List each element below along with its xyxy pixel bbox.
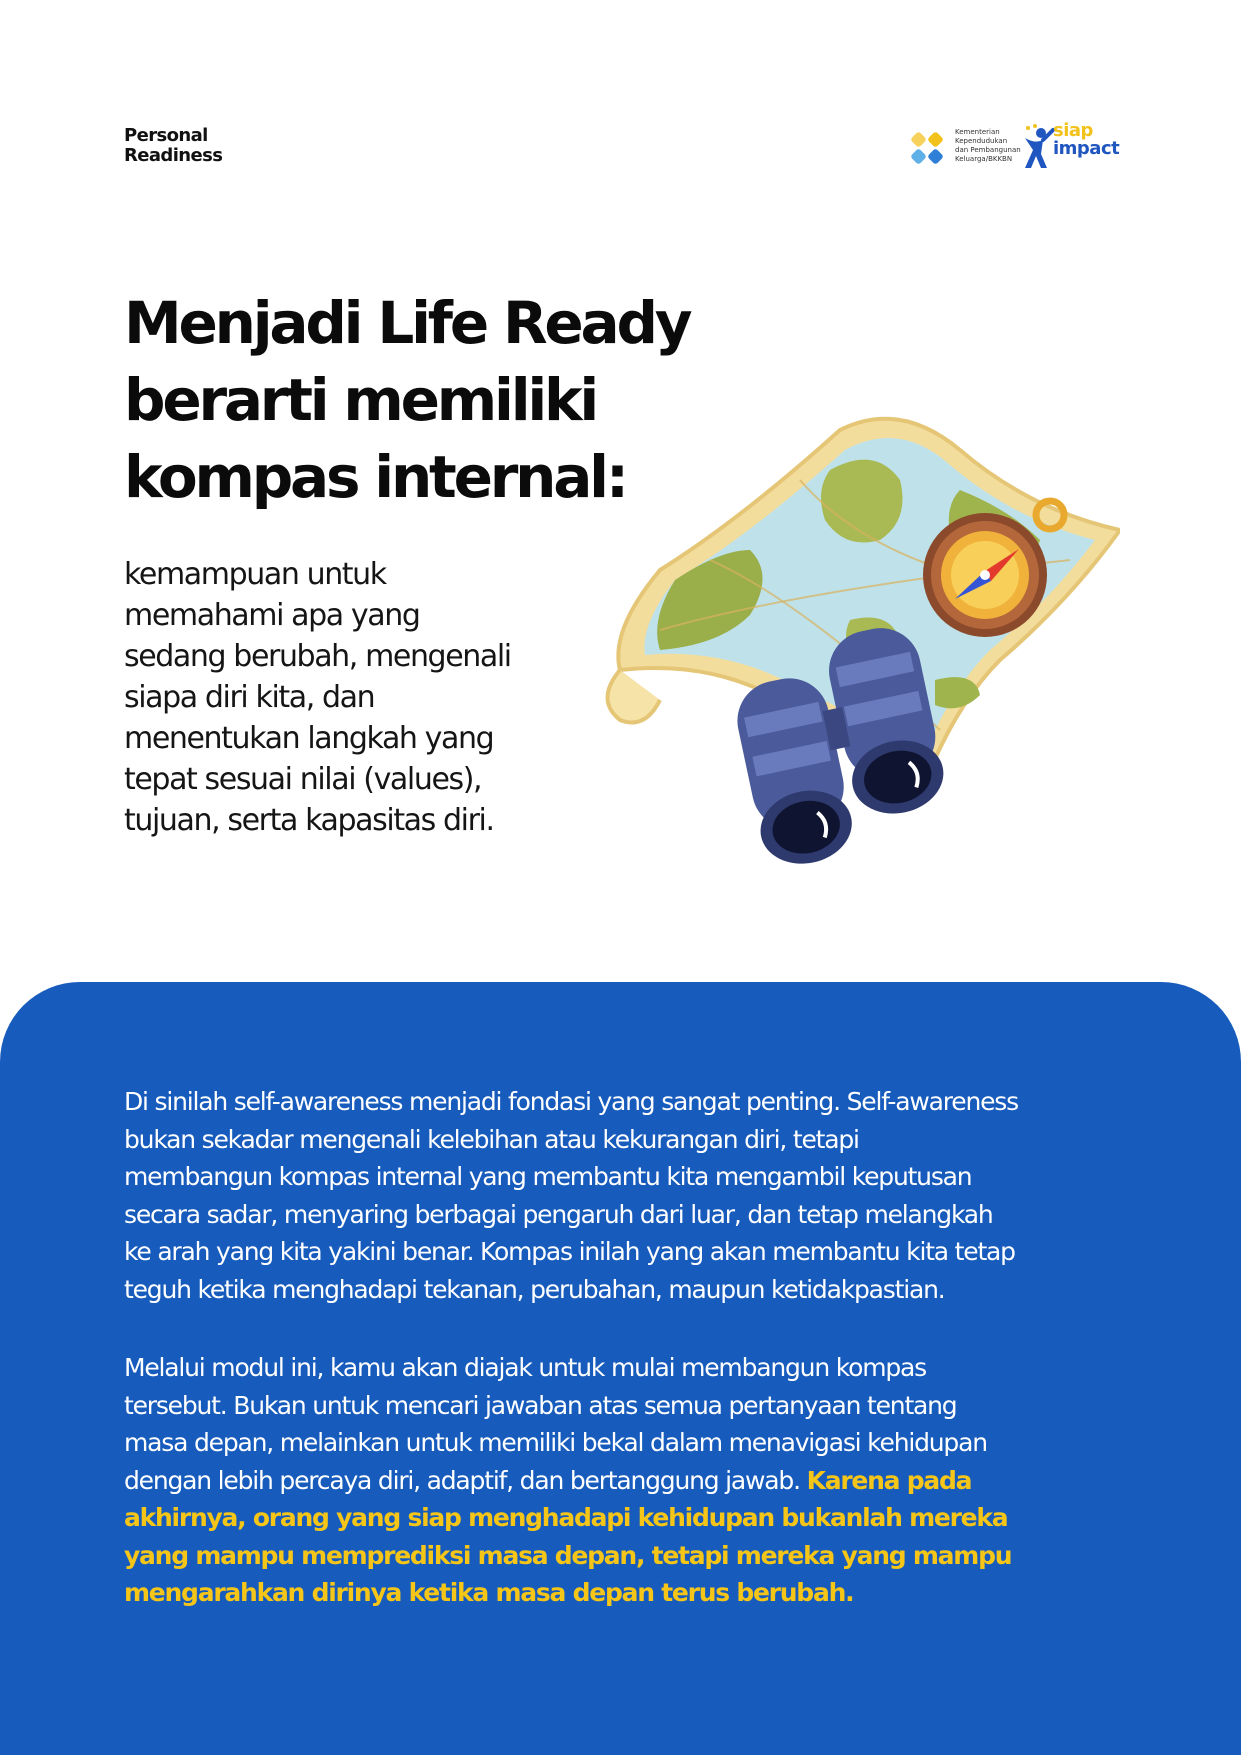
- partner-logos: [903, 120, 1118, 176]
- title-line-1: Menjadi Life Ready: [124, 289, 690, 357]
- para2-line-4-plain: dengan lebih percaya diri, adaptif, dan bertanggung jawab.: [124, 1465, 807, 1495]
- subtitle-line-6: tepat sesuai nilai (values),: [124, 762, 482, 797]
- subtitle-line-2: memahami apa yang: [124, 598, 420, 633]
- siap-impact-wordmark: [1053, 122, 1119, 158]
- header-label-line-1: Personal: [124, 125, 208, 146]
- para2-line-4: [124, 1462, 1134, 1500]
- siap-word: siap: [1053, 120, 1093, 141]
- para2-line-4-highlight: Karena pada: [806, 1465, 972, 1495]
- siap-impact-figure-icon: [1021, 124, 1055, 172]
- para2-line-3: masa depan, melainkan untuk memiliki bekal dalam menavigasi kehidupan: [124, 1428, 987, 1457]
- title-line-3: kompas internal:: [124, 443, 626, 511]
- bkkbn-text-line-3: dan Pembangunan: [955, 146, 1021, 154]
- header-label-line-2: Readiness: [124, 145, 223, 166]
- para1-line-1: Di sinilah self-awareness menjadi fondasi yang sangat penting. Self-awareness: [124, 1087, 1018, 1116]
- bkkbn-logo-icon: [903, 124, 951, 172]
- para1-line-6: teguh ketika menghadapi tekanan, perubahan, maupun ketidakpastian.: [124, 1274, 945, 1304]
- subtitle-line-3: sedang berubah, mengenali: [124, 639, 511, 674]
- para2-line-1: Melalui modul ini, kamu akan diajak untuk mulai membangun kompas: [124, 1353, 926, 1382]
- highlight-line-2: yang mampu memprediksi masa depan, tetapi mereka yang mampu: [124, 1540, 1012, 1570]
- paragraph-self-awareness: [124, 1083, 1134, 1308]
- para1-line-5: ke arah yang kita yakini benar. Kompas inilah yang akan membantu kita tetap: [124, 1237, 1015, 1266]
- para1-line-2: bukan sekadar mengenali kelebihan atau kekurangan diri, tetapi: [124, 1124, 859, 1154]
- highlight-line-1: akhirnya, orang yang siap menghadapi kehidupan bukanlah mereka: [124, 1503, 1008, 1532]
- subtitle-line-7: tujuan, serta kapasitas diri.: [124, 803, 494, 838]
- subtitle-line-5: menentukan langkah yang: [124, 721, 494, 756]
- bkkbn-text-line-1: Kementerian: [955, 128, 1000, 136]
- bkkbn-text-line-2: Kependudukan: [955, 137, 1008, 145]
- para1-line-3: membangun kompas internal yang membantu kita mengambil keputusan: [124, 1162, 972, 1191]
- subtitle-line-4: siapa diri kita, dan: [124, 680, 375, 715]
- highlight-line-3: mengarahkan dirinya ketika masa depan terus berubah.: [124, 1578, 854, 1607]
- para2-line-2: tersebut. Bukan untuk mencari jawaban atas semua pertanyaan tentang: [124, 1390, 957, 1420]
- header-label: [124, 126, 222, 166]
- map-compass-binoculars-illustration-icon: [600, 400, 1120, 900]
- para1-line-4: secara sadar, menyaring berbagai pengaruh dari luar, dan tetap melangkah: [124, 1199, 993, 1229]
- impact-word: impact: [1053, 138, 1120, 159]
- subtitle-line-1: kemampuan untuk: [124, 557, 386, 592]
- title-line-2: berarti memiliki: [124, 366, 597, 434]
- bkkbn-text-line-4: Keluarga/BKKBN: [955, 155, 1013, 163]
- subtitle-description: [124, 554, 594, 841]
- paragraph-module: [124, 1349, 1134, 1612]
- bkkbn-logo-text: [955, 128, 1021, 164]
